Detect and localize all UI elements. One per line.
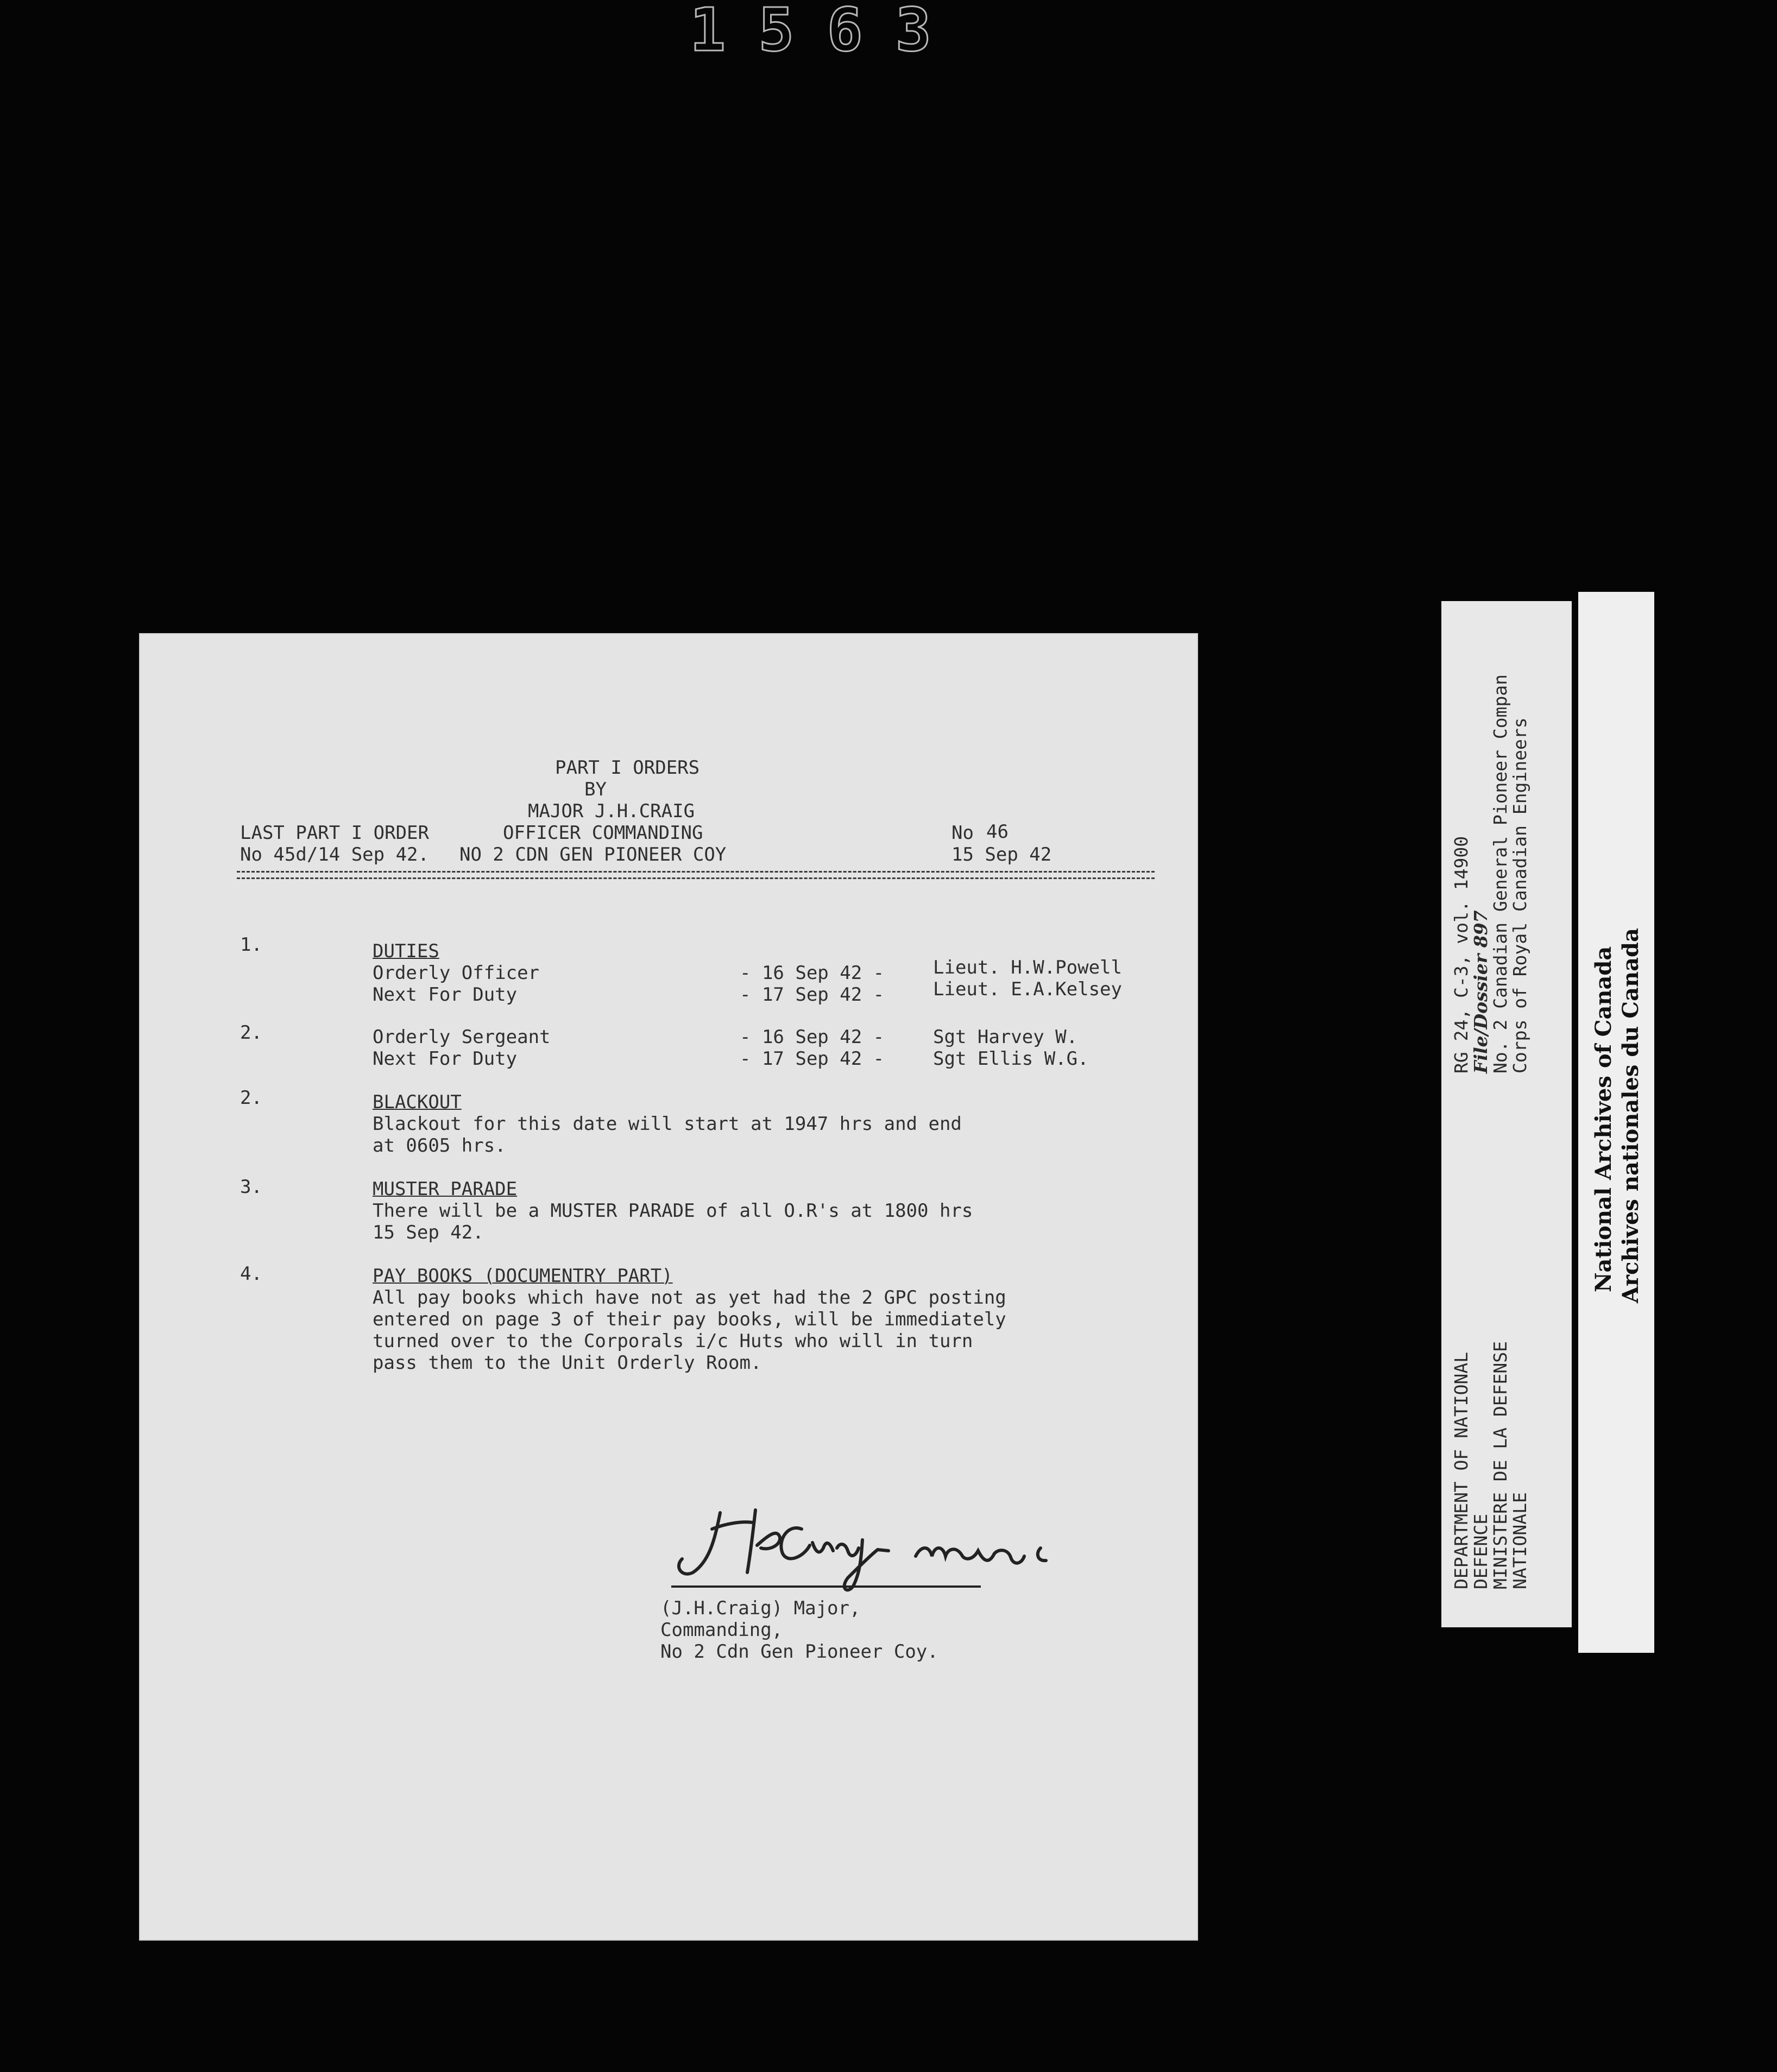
archive-unit-line: Corps of Royal Canadian Engineers (1509, 717, 1530, 1073)
item-number: 1. (240, 934, 262, 956)
item-text: at 0605 hrs. (373, 1135, 506, 1157)
signature-name: (J.H.Craig) Major, (660, 1597, 861, 1619)
archive-unit-line: No. 2 Canadian General Pioneer Compan (1490, 674, 1511, 1073)
frame-number: 1563 (690, 0, 964, 65)
item-text: pass them to the Unit Orderly Room. (373, 1352, 762, 1374)
item-text: turned over to the Corporals i/c Huts who will in turn (373, 1330, 973, 1352)
duty-role: Orderly Officer (373, 962, 540, 984)
archive-dept-line: NATIONALE (1509, 1492, 1530, 1589)
duty-person: Lieut. E.A.Kelsey (933, 978, 1122, 1000)
duty-person: Sgt Ellis W.G. (933, 1048, 1089, 1070)
national-archives-stamp (1578, 592, 1654, 1653)
duty-date: - 17 Sep 42 - (740, 1048, 885, 1070)
order-date: 15 Sep 42 (951, 844, 1052, 866)
item-text: Blackout for this date will start at 1947 hrs and end (373, 1113, 962, 1135)
item-title: MUSTER PARADE (373, 1178, 518, 1200)
duty-date: - 16 Sep 42 - (740, 962, 885, 984)
item-title: PAY BOOKS (DOCUMENTRY PART) (373, 1265, 673, 1287)
handwritten-signature (660, 1496, 1111, 1600)
order-document (139, 633, 1198, 1941)
order-officer: MAJOR J.H.CRAIG (528, 800, 695, 822)
last-order-label: LAST PART I ORDER (240, 822, 429, 844)
item-number: 4. (240, 1263, 262, 1285)
item-number: 2. (240, 1022, 262, 1044)
duty-role: Next For Duty (373, 1048, 518, 1070)
order-by: BY (584, 779, 607, 800)
archive-file: File/Dossier 897 (1470, 910, 1491, 1073)
signature-title: Commanding, (660, 1619, 783, 1641)
archive-dept-line: DEFENCE (1470, 1513, 1491, 1589)
item-number: 3. (240, 1176, 262, 1198)
officer-title: OFFICER COMMANDING (503, 822, 703, 844)
item-text: There will be a MUSTER PARADE of all O.R's at 1800 hrs (373, 1200, 973, 1222)
order-number-label: No (951, 822, 974, 844)
archive-ref: RG 24, C-3, vol. 14900 (1451, 836, 1472, 1073)
order-heading: PART I ORDERS (555, 757, 700, 779)
item-text: 15 Sep 42. (373, 1222, 484, 1243)
signature-unit: No 2 Cdn Gen Pioneer Coy. (660, 1641, 938, 1663)
item-text: All pay books which have not as yet had the 2 GPC posting (373, 1287, 1006, 1309)
archive-dept-line: MINISTERE DE LA DEFENSE (1490, 1341, 1511, 1589)
item-title: BLACKOUT (373, 1091, 462, 1113)
item-text: entered on page 3 of their pay books, will be immediately (373, 1309, 1006, 1330)
item-number: 2. (240, 1087, 262, 1109)
duty-person: Sgt Harvey W. (933, 1026, 1078, 1048)
archives-name-fr: Archives nationales du Canada (1618, 928, 1643, 1303)
duty-date: - 16 Sep 42 - (740, 1026, 885, 1048)
archive-dept-line: DEPARTMENT OF NATIONAL (1451, 1351, 1472, 1589)
archive-reference-label (1441, 601, 1572, 1627)
duty-date: - 17 Sep 42 - (740, 984, 885, 1006)
duty-role: Next For Duty (373, 984, 518, 1006)
order-unit: NO 2 CDN GEN PIONEER COY (459, 844, 727, 866)
item-title: DUTIES (373, 940, 439, 962)
last-order-ref: No 45d/14 Sep 42. (240, 844, 429, 866)
archives-name-en: National Archives of Canada (1591, 946, 1616, 1292)
duty-role: Orderly Sergeant (373, 1026, 551, 1048)
order-number: 46 (986, 821, 1009, 843)
separator-line (237, 877, 1155, 879)
duty-person: Lieut. H.W.Powell (933, 957, 1122, 978)
separator-line (237, 871, 1155, 873)
